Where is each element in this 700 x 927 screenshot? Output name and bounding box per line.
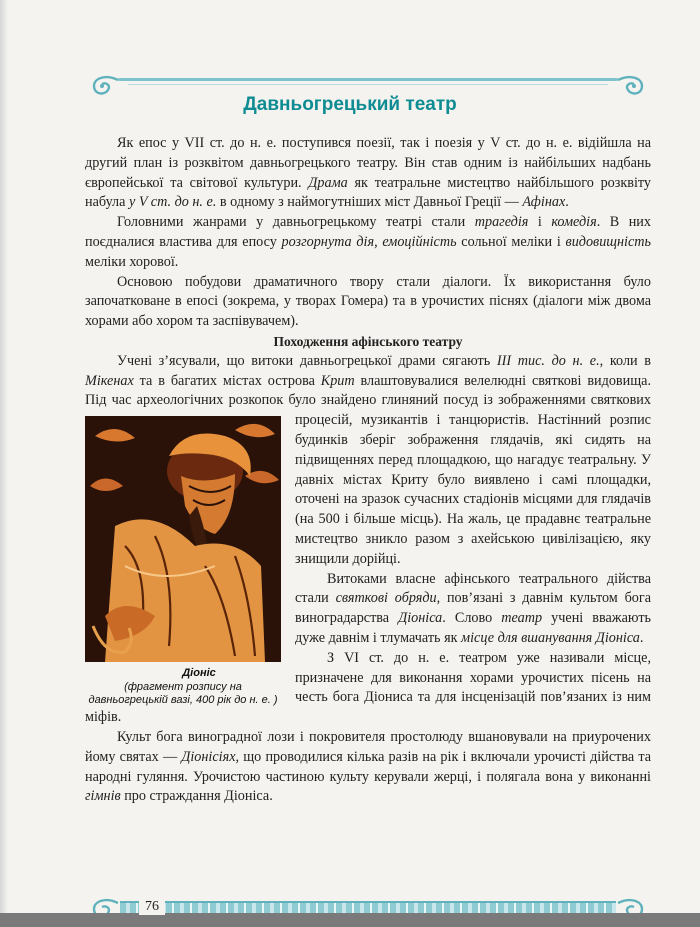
text-run: меліки хорової. xyxy=(85,253,179,270)
text-run: . xyxy=(639,629,644,646)
text-run: Основою побудови драматичного твору стали діалоги. Їх використання було започатковане в епосі (зокрема, у творах Гомера) та в урочистих піснях (діалоги між двома хорами або хором та заспівувачем). xyxy=(85,273,651,330)
text-run: влаштовувалися велелюдні святкові видовища. Під час археологічних розкопок було знайдено глиняний посуд із зображеннями святкових процесій, музикантів і танцюристів. xyxy=(85,372,651,429)
italic-term: гімнів xyxy=(85,788,121,805)
article-body xyxy=(85,134,651,807)
figure-caption xyxy=(85,667,281,708)
italic-term: місце для вшанування Діоніса xyxy=(461,629,640,646)
text-run: Учені з’ясували, що витоки давньогрецької драми сягають xyxy=(117,352,497,369)
italic-term: Афінах xyxy=(522,194,566,211)
italic-term: Драма xyxy=(308,174,348,191)
caption-title: Діоніс xyxy=(182,667,216,680)
text-run: , xyxy=(374,233,383,250)
scan-bottom-strip xyxy=(0,913,700,927)
text-run: З VI ст. до н. е. театром уже називали місце, призначене для виконання хорами урочистих пісень на честь бога Діониса та для інсценізацій пов’язаних із ним міфів. xyxy=(85,649,651,726)
dionysus-vase-painting xyxy=(85,416,281,662)
figure xyxy=(85,416,281,708)
italic-term: комедія xyxy=(551,214,597,231)
italic-term: Діоніса xyxy=(398,610,443,627)
italic-term: Крит xyxy=(320,372,355,389)
paragraph xyxy=(85,134,651,213)
paragraph xyxy=(85,213,651,272)
italic-term: святкові обряди xyxy=(335,590,437,607)
text-run: . Слово xyxy=(442,610,502,627)
text-run: як театральне мистецтво найбільшого розквіту набула xyxy=(85,174,651,211)
text-run: , коли в xyxy=(599,352,651,369)
text-run: , що проводилися кілька разів на рік і включали урочисті дійства та народні гуляння. Урочистою частиною культу керували жерці, і полягала вона у виконанні xyxy=(85,748,651,785)
ornament-line-thin xyxy=(128,84,608,85)
page-edge-shadow xyxy=(0,0,8,927)
ornament-line xyxy=(118,78,618,81)
italic-term: емоційність xyxy=(382,233,457,250)
text-run: . xyxy=(565,194,569,211)
caption-text: (фрагмент розпису на давньогрецькій вазі, 400 рік до н. е. ) xyxy=(88,680,278,707)
paragraph xyxy=(85,273,651,332)
italic-term: театр xyxy=(501,610,543,627)
section-subheading: Походження афінського театру xyxy=(273,333,463,349)
text-run: та в багатих містах острова xyxy=(133,372,321,389)
text-run: Як епос у VII ст. до н. е. поступився поезії, так і поезія у V ст. до н. е. відійшла на другий план із розквітом давньогрецького театру. Він став одним із найбільших надбань європейської та світової культури. xyxy=(85,135,651,191)
italic-term: III тис. до н. е. xyxy=(496,352,600,369)
text-run: Головними жанрами у давньогрецькому театрі стали xyxy=(117,214,475,231)
text-run: Настінний розпис будинків зберіг зображення глядачів, які сидять на підвищеннях перед площадкою, що нагадує театральну. У давніх містах Криту було виявлено і самі площадки, оточені на зразок сучасних стадіонів місцями для глядачів (на 500 і більше місць). На жаль, це прадавнє театральне мистецтво зникло разом з ахейською цивілізацією, яку знищили дорійці. xyxy=(295,412,651,567)
text-run: , пов’язані з давнім культом бога виноградарства xyxy=(295,590,652,627)
italic-term: Мікенах xyxy=(85,372,134,389)
page-title: Давньогрецький театр xyxy=(243,94,457,115)
text-run: і xyxy=(528,214,552,231)
text-run: в одному з наймогутніших міст Давньої Греції — xyxy=(216,194,523,211)
text-run: учені вважають дуже давнім і тлумачать як xyxy=(295,610,651,646)
text-run: Витоками власне афінського театрального дійства стали xyxy=(295,570,651,607)
text-run: сольної меліки і xyxy=(456,233,566,250)
italic-term: у V ст. до н. е. xyxy=(128,194,217,211)
page-number: 76 xyxy=(139,899,165,915)
text-run: . В них поєдналися властива для епосу xyxy=(85,214,651,250)
italic-term: видовищність xyxy=(565,233,651,250)
italic-term: трагедія xyxy=(474,214,529,231)
paragraph xyxy=(85,728,651,807)
text-run: Культ бога виноградної лози і покровителя простолюду вшановували на приурочених йому святах — xyxy=(85,728,651,765)
italic-term: Діонісіях xyxy=(181,748,236,765)
italic-term: розгорнута дія xyxy=(281,233,375,250)
text-run: про страждання Діоніса. xyxy=(120,788,273,805)
